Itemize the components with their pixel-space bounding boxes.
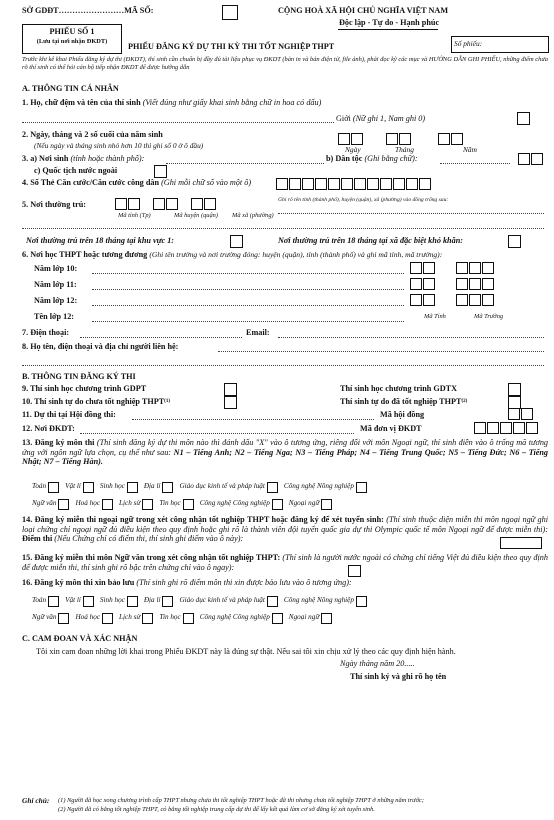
ma-huyen-label: Mã huyện (quận)	[174, 212, 219, 219]
q16-box-8[interactable]	[102, 613, 113, 624]
q16-box-6[interactable]	[356, 596, 367, 607]
form-title: PHIẾU ĐĂNG KÝ DỰ THI KỲ THI TỐT NGHIỆP THPT	[128, 42, 335, 51]
q3b-line[interactable]	[440, 163, 510, 164]
q1-name-line[interactable]	[22, 122, 334, 123]
q13-subj-6: Công nghệ Nông nghiệp	[283, 482, 354, 490]
q13-subj-2: Vật lí	[65, 482, 81, 490]
phieu-so-box	[22, 24, 122, 54]
q10r-sup: (2)	[461, 399, 468, 404]
q12-line[interactable]	[80, 433, 354, 434]
sign-label: Thí sinh ký và ghi rõ họ tên	[350, 672, 447, 681]
q13-box-5[interactable]	[267, 482, 278, 493]
kv1-label: Nơi thường trú trên 18 tháng tại khu vực 1:	[26, 236, 175, 245]
q3c-box[interactable]	[154, 165, 167, 178]
q5-line-2[interactable]	[22, 228, 544, 229]
q4-label: 4. Số Thẻ Căn cước/Căn cước công dân	[22, 178, 160, 187]
ma-truong-label: Mã Trường	[474, 313, 504, 320]
q13-box-7[interactable]	[58, 499, 69, 510]
q13-subj-1: Toán	[32, 482, 47, 490]
q13-subj-8: Hoá học	[75, 499, 101, 507]
q16-subjects-row2	[32, 613, 338, 624]
q8-label: 8. Họ tên, điện thoại và địa chỉ người liên hệ:	[22, 342, 179, 351]
q16-subjects-row1	[32, 596, 373, 607]
q16-subj-2: Vật lí	[65, 596, 81, 604]
phone-line[interactable]	[80, 337, 242, 338]
q13-box-9[interactable]	[142, 499, 153, 510]
q13-box-1[interactable]	[48, 482, 59, 493]
q13-subj-3: Sinh học	[99, 482, 125, 490]
q16-subj-1: Toán	[32, 596, 47, 604]
q13-box-10[interactable]	[183, 499, 194, 510]
diem-thi-note: (Nếu Chứng chỉ có điểm thi, thí sinh ghi điểm vào ô này):	[54, 534, 244, 544]
q3b-note: (Ghi bằng chữ):	[364, 154, 418, 163]
q16-box-12[interactable]	[321, 613, 332, 624]
q4-note: (Ghi mỗi chữ số vào một ô)	[161, 178, 252, 187]
dob-boxes[interactable]	[338, 133, 464, 145]
ma-don-vi-boxes[interactable]	[474, 422, 539, 434]
q13-subj-9: Lịch sử	[119, 499, 141, 507]
q16-subj-4: Địa lí	[143, 596, 161, 604]
q16-box-4[interactable]	[162, 596, 173, 607]
section-c-heading: C. CAM ĐOAN VÀ XÁC NHẬN	[22, 634, 138, 643]
lop12-label: Năm lớp 12:	[34, 296, 78, 305]
ma-hoi-dong-boxes[interactable]	[508, 408, 534, 420]
q16-subj-5: Giáo dục kinh tế và pháp luật	[179, 596, 265, 604]
dbkk-label: Nơi thường trú trên 18 tháng tại xã đặc biệt khó khăn:	[278, 236, 463, 245]
q16-box-2[interactable]	[83, 596, 94, 607]
q3a-note: (tỉnh hoặc thành phố):	[70, 154, 145, 163]
q8-line[interactable]	[218, 351, 544, 352]
q2-label: 2. Ngày, tháng và 2 số cuối của năm sinh	[22, 130, 163, 139]
q3c-label: c) Quốc tịch nước ngoài	[34, 166, 118, 175]
q13-box-11[interactable]	[272, 499, 283, 510]
sign-date: Ngày tháng năm 20.....	[340, 659, 415, 668]
ma-tinh-label: Mã tỉnh (Tp)	[118, 212, 151, 219]
nam-label: Năm	[463, 145, 477, 154]
q16-box-9[interactable]	[142, 613, 153, 624]
q16-box-11[interactable]	[272, 613, 283, 624]
q15-block	[22, 553, 548, 572]
q13-box-2[interactable]	[83, 482, 94, 493]
footer-note2: (2) Người đã có bằng tốt nghiệp THPT, có bằng tốt nghiệp trung cấp dự thi để lấy kết quả làm cơ sở đăng ký xét tuyển sinh.	[58, 806, 375, 813]
q10-label: 10. Thí sinh tự do chưa tốt nghiệp THPT	[22, 397, 165, 406]
q16-subj-12: Ngoại ngữ	[288, 613, 320, 621]
q16-subj-11: Công nghệ Công nghiệp	[199, 613, 270, 621]
q3b-label: b) Dân tộc	[326, 154, 363, 163]
q13-box-12[interactable]	[321, 499, 332, 510]
section-a-heading: A. THÔNG TIN CÁ NHÂN	[22, 84, 119, 93]
republic-title: CỘNG HOÀ XÃ HỘI CHỦ NGHĨA VIỆT NAM	[278, 6, 449, 15]
ngay-label: Ngày	[345, 145, 361, 154]
phieu-so: PHIẾU SỐ 1	[49, 27, 95, 36]
q16-label: 16. Đăng ký môn thi xin bảo lưu	[22, 578, 135, 587]
lop12-boxes[interactable]	[410, 294, 495, 306]
q10r-label: Thí sinh tự do đã tốt nghiệp THPT	[340, 397, 462, 406]
q13-box-4[interactable]	[162, 482, 173, 493]
q16-subj-7: Ngữ văn	[32, 613, 57, 621]
dbkk-box[interactable]	[508, 235, 521, 248]
q10-box[interactable]	[224, 396, 237, 409]
q16-subj-3: Sinh học	[99, 596, 125, 604]
q9r-box[interactable]	[508, 383, 521, 396]
gioi-box[interactable]	[517, 112, 530, 125]
q11-label: 11. Dự thi tại Hội đồng thi:	[22, 410, 116, 419]
q13-subj-7: Ngữ văn	[32, 499, 57, 507]
q3a-line[interactable]	[166, 163, 324, 164]
ma-hoi-dong-label: Mã hội đồng	[380, 410, 425, 419]
q14-block	[22, 515, 548, 544]
q1-label: 1. Họ, chữ đệm và tên của thí sinh	[22, 98, 141, 107]
q13-subj-11: Công nghệ Công nghiệp	[199, 499, 270, 507]
q13-note: (Thí sinh đăng ký dự thi môn nào thì đánh dấu "X" vào ô tương ứng, riêng đối với môn Ngoại ngữ, thí sinh điền vào ô trống mã tương ứng với ngôn ngữ lựa chọn, cụ thể như sau:	[22, 438, 549, 457]
q13-label: 13. Đăng ký môn thi	[22, 438, 95, 447]
diem-thi-box[interactable]	[500, 537, 542, 549]
lop12-line[interactable]	[92, 305, 404, 306]
ma-xa-label: Mã xã (phường)	[232, 212, 274, 219]
q12-label: 12. Nơi ĐKDT:	[22, 424, 75, 433]
ma-don-vi-label: Mã đơn vị ĐKDT	[360, 424, 422, 433]
cccd-boxes[interactable]	[276, 178, 432, 190]
q7-label: 7. Điện thoại:	[22, 328, 70, 337]
q2-note: (Nếu ngày và tháng sinh nhỏ hơn 10 thì ghi số 0 ở ô đầu)	[34, 141, 204, 150]
q15-box[interactable]	[348, 565, 361, 577]
q13-subj-4: Địa lí	[143, 482, 161, 490]
q16-subj-8: Hoá học	[75, 613, 101, 621]
q16-box-5[interactable]	[267, 596, 278, 607]
thang-label: Tháng	[395, 145, 414, 154]
q13-subj-10: Tin học	[159, 499, 181, 507]
q6-note: (Ghi tên trường và nơi trường đóng: huyện (quận), tỉnh (thành phố) và ghi mã tỉnh, mã trường):	[149, 250, 443, 259]
q16-box-10[interactable]	[183, 613, 194, 624]
q13-box-6[interactable]	[356, 482, 367, 493]
q10-sup: (1)	[164, 399, 170, 404]
noi-thuong-tru-boxes[interactable]	[115, 198, 217, 210]
section-b-heading: B. THÔNG TIN ĐĂNG KÝ THI	[22, 372, 136, 381]
lop10-label: Năm lớp 10:	[34, 264, 78, 273]
motto: Độc lập - Tự do - Hạnh phúc	[339, 18, 440, 27]
q13-box-8[interactable]	[102, 499, 113, 510]
lop11-line[interactable]	[92, 289, 404, 290]
diem-thi-label: Điểm thi	[22, 534, 53, 544]
q14-note: (Thí sinh thuộc diện miễn thi môn ngoại ngữ ghi loại chứng chỉ ngoại ngữ đủ điều kiện theo quy định hoặc ghi rõ là thành viên đội tuyển quốc gia dự thi Olympic quốc tế môn Ngoại ngữ để được miễn thi):	[22, 515, 549, 534]
email-label: Email:	[246, 328, 270, 337]
ten-lop-line[interactable]	[92, 321, 404, 322]
q13-block	[22, 438, 548, 467]
q16-box-3[interactable]	[127, 596, 138, 607]
lop11-boxes[interactable]	[410, 278, 495, 290]
q15-note: (Thí sinh là người nước ngoài có chứng chỉ tiếng Việt đủ điều kiện theo quy định để được miễn thi, thí sinh ghi rõ bậc trên chứng chỉ vào ô ngay):	[22, 553, 548, 572]
q16-note: (Thí sinh ghi rõ điểm môn thi xin được bảo lưu vào ô tương ứng):	[136, 578, 352, 587]
footer-label: Ghi chú:	[22, 796, 50, 805]
q6-label: 6. Nơi học THPT hoặc tương đương	[22, 250, 148, 259]
q3a-label: 3. a) Nơi sinh	[22, 154, 69, 163]
q9r-label: Thí sinh học chương trình GDTX	[340, 384, 458, 393]
ten-lop-label: Tên lớp 12:	[34, 312, 75, 321]
q16-subj-10: Tin học	[159, 613, 181, 621]
motto-underline	[338, 29, 438, 30]
intro-text: Trước khi kê khai Phiếu đăng ký dự thi (ĐKDT), thí sinh cần chuẩn bị đầy đủ tài liệu phục vụ ĐKDT (bản in và bản điện tử, file ảnh), phải đọc kỹ các mục và HƯỚNG DẪN GHI PHIẾU, những điểm chưa rõ thí sinh có thể hỏi cán bộ tiếp nhận ĐKDT để được hướng dẫn	[22, 56, 548, 71]
q13-subjects-row1	[32, 482, 373, 493]
q9-box[interactable]	[224, 383, 237, 396]
q9-label: 9. Thí sinh học chương trình GDPT	[22, 384, 147, 393]
q13-subj-12: Ngoại ngữ	[288, 499, 320, 507]
q1-note: (Viết đúng như giấy khai sinh bằng chữ in hoa có dấu)	[142, 98, 322, 107]
q11-line[interactable]	[132, 419, 374, 420]
q16-subj-6: Công nghệ Nông nghiệp	[283, 596, 354, 604]
q13-subj-5: Giáo dục kinh tế và pháp luật	[179, 482, 265, 490]
lop11-label: Năm lớp 11:	[34, 280, 77, 289]
q16-box-1[interactable]	[48, 596, 59, 607]
lop10-line[interactable]	[92, 273, 404, 274]
so-gddt-label: SỞ GDĐT……………………MÃ SỐ:	[22, 6, 154, 15]
q16-subj-9: Lịch sử	[119, 613, 141, 621]
q13-codes: N1 – Tiếng Anh; N2 – Tiếng Nga; N3 – Tiếng Pháp; N4 – Tiếng Trung Quốc; N5 – Tiếng Đức; N6 – Tiếng Nhật; N7 – Tiếng Hàn).	[22, 447, 549, 467]
phieu-note: (Lưu tại nơi nhận ĐKDT)	[36, 37, 108, 45]
so-phieu-box[interactable]	[451, 36, 549, 53]
gioi-note: (Nữ ghi 1, Nam ghi 0)	[352, 114, 426, 123]
footer-note1: (1) Người đã học xong chương trình cấp THPT nhưng chưa thi tốt nghiệp THPT hoặc đã thi nhưng chưa tốt nghiệp THPT ở những năm trước;	[58, 797, 425, 804]
q5-line[interactable]	[278, 213, 544, 214]
q13-subjects-row2	[32, 499, 338, 510]
q8-line-2[interactable]	[22, 365, 544, 366]
q14-label: 14. Đăng ký miễn thi ngoại ngữ trong xét công nhận tốt nghiệp THPT hoặc đăng ký để xét tuyển sinh:	[22, 515, 384, 524]
q5-note: Ghi rõ tên tỉnh (thành phố), huyện (quận), xã (phường) vào đồng trống sau:	[278, 197, 449, 203]
ma-so-box[interactable]	[222, 5, 238, 20]
q5-label: 5. Nơi thường trú:	[22, 200, 87, 209]
dan-toc-boxes[interactable]	[518, 153, 544, 165]
q13-box-3[interactable]	[127, 482, 138, 493]
q15-label: 15. Đăng ký miễn thi môn Ngữ văn trong xét công nhận tốt nghiệp THPT:	[22, 553, 281, 562]
so-phieu-label: Số phiếu:	[454, 39, 483, 48]
kv1-box[interactable]	[230, 235, 243, 248]
ma-tinh2-label: Mã Tỉnh	[424, 313, 446, 320]
cam-doan-text: Tôi xin cam đoan những lời khai trong Phiếu ĐKDT này là đúng sự thật. Nếu sai tôi xin chịu xử lý theo các quy định hiện hành.	[36, 647, 456, 656]
q16-box-7[interactable]	[58, 613, 69, 624]
lop10-boxes[interactable]	[410, 262, 495, 274]
gioi-label: Giới	[336, 114, 351, 123]
email-line[interactable]	[278, 337, 544, 338]
